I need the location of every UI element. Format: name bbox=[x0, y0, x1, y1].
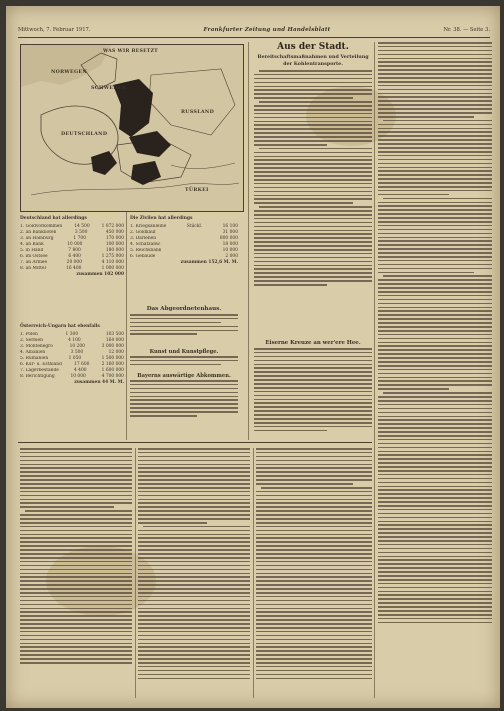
bayern-headline: Bayerns auswärtige Abkommen. bbox=[137, 373, 231, 379]
stadt-headline: Aus der Stadt. bbox=[277, 42, 349, 52]
column-divider bbox=[253, 448, 254, 698]
table-austria-total: zusammen 44 M. M. bbox=[74, 380, 124, 385]
stadt-subtitle-2: der Kohlentransporte. bbox=[283, 61, 343, 67]
bottom-column-3-text bbox=[256, 448, 372, 698]
table-row: 4. Schatzanw. 18 000 bbox=[130, 242, 238, 247]
map-label-norway: NORWEGEN bbox=[51, 69, 88, 75]
table-row: 5. Rumänien 1 050 1 500 000 bbox=[20, 356, 124, 361]
table-row: 8. an Mittel 16 400 1 000 000 bbox=[20, 266, 124, 271]
table-row: 6. im Ostsee 6 400 1 275 000 bbox=[20, 254, 124, 259]
section-rule bbox=[18, 442, 372, 443]
table-row: 2. Serbien 4 100 164 000 bbox=[20, 338, 124, 343]
table-row: 4. Albanien 3 500 12 000 bbox=[20, 350, 124, 355]
table-row: 3. Darlehen 800 000 bbox=[130, 236, 238, 241]
table-row: 1. Goldvorkommen 14 500 1 872 000 bbox=[20, 224, 124, 229]
bottom-column-1-text bbox=[20, 448, 132, 698]
table-germany bbox=[20, 216, 124, 278]
table-row: 5. Reichsbank 10 000 bbox=[130, 248, 238, 253]
table-civil-title: Die Zivilen hat allerdings bbox=[130, 216, 193, 221]
table-row: 2. an Banknoten 3 500 450 000 bbox=[20, 230, 124, 235]
eiserne-kreuze-text bbox=[254, 348, 372, 438]
map-title: WAS WIR BESETZT bbox=[103, 49, 158, 54]
occupation-map bbox=[20, 44, 244, 212]
right-column-text bbox=[378, 42, 492, 694]
abgeordnetenhaus-text bbox=[130, 314, 238, 348]
table-row: 6. Kur- u. Esthland 17 600 2 160 000 bbox=[20, 362, 124, 367]
header-rule bbox=[18, 37, 490, 38]
table-austria bbox=[20, 324, 124, 386]
eiserne-kreuze-headline: Eiserne Kreuze an wer'ere Hee. bbox=[265, 340, 361, 346]
table-row: 5. in Hand 7 800 180 000 bbox=[20, 248, 124, 253]
table-row: 1. Kriegsanleihe Stückl. 16 100 bbox=[130, 224, 238, 229]
column-divider bbox=[374, 42, 375, 698]
abgeordnetenhaus-headline: Das Abgeordnetenhaus. bbox=[146, 306, 222, 312]
table-row: 3. an Hamburg 1 700 170 000 bbox=[20, 236, 124, 241]
table-germany-title: Deutschland hat allerdings bbox=[20, 216, 87, 221]
map-label-sweden: SCHWEDEN bbox=[91, 85, 127, 91]
table-civil bbox=[130, 216, 238, 266]
header-date: Mittwoch, 7. Februar 1917. bbox=[18, 27, 91, 33]
table-row: 7. an Armee 20 000 4 110 000 bbox=[20, 260, 124, 265]
page-header bbox=[18, 24, 490, 36]
table-austria-title: Österreich-Ungarn hat ebenfalls bbox=[20, 324, 100, 329]
newspaper-page bbox=[6, 6, 500, 708]
table-row: 2. Goldkauf 31 000 bbox=[130, 230, 238, 235]
map-label-germany: DEUTSCHLAND bbox=[61, 131, 108, 137]
bottom-column-2-text bbox=[138, 448, 250, 698]
table-germany-total: zusammen 102 000 bbox=[76, 272, 124, 277]
table-row: 4. an Bank 10 000 100 000 bbox=[20, 242, 124, 247]
table-civil-total: zusammen 152,6 M. M. bbox=[180, 260, 238, 265]
column-divider bbox=[126, 212, 127, 440]
kunst-text bbox=[130, 356, 238, 372]
table-row: 1. Polen 1 300 103 500 bbox=[20, 332, 124, 337]
table-row: 6. Gebäude 2 000 bbox=[130, 254, 238, 259]
column-divider bbox=[135, 448, 136, 698]
map-label-turkey: TÜRKEI bbox=[185, 187, 209, 193]
header-page-number: Nr. 38. — Seite 3. bbox=[443, 27, 490, 33]
stadt-subtitle-1: Bereitschaftsmaßnahmen und Verteilung bbox=[257, 54, 369, 60]
map-label-russia: RUSSLAND bbox=[181, 109, 215, 115]
bayern-text bbox=[130, 380, 238, 438]
stadt-article-text bbox=[254, 70, 372, 310]
column-divider bbox=[248, 42, 249, 440]
table-row: 8. Berichtigung 10 000 4 700 000 bbox=[20, 374, 124, 379]
table-row: 7. Lagerbestände 4 400 1 600 000 bbox=[20, 368, 124, 373]
kunst-headline: Kunst und Kunstpflege. bbox=[149, 349, 219, 355]
header-title: Frankfurter Zeitung und Handelsblatt bbox=[203, 27, 331, 33]
table-row: 3. Montenegro 10 200 3 000 000 bbox=[20, 344, 124, 349]
